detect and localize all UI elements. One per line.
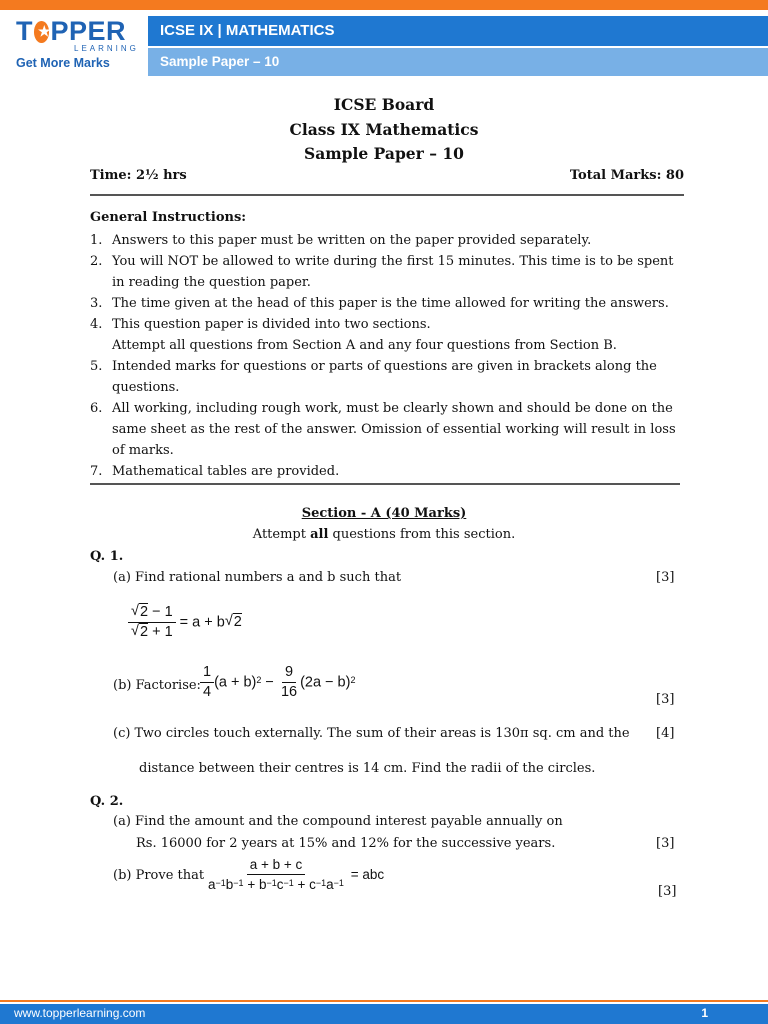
item-number: 3. — [90, 296, 103, 311]
q2b-num: a + b + c — [247, 856, 306, 875]
star-icon — [34, 21, 49, 43]
header-subject-bar: ICSE IX | MATHEMATICS — [148, 16, 768, 46]
logo-tagline: Get More Marks — [16, 56, 110, 70]
top-orange-stripe — [0, 0, 768, 10]
instructions-list — [90, 230, 690, 482]
page-number: 1 — [701, 1006, 708, 1020]
section-a-title: Section - A (40 Marks) — [301, 506, 467, 521]
num-rest: − 1 — [148, 604, 173, 620]
logo-subtext: LEARNING — [74, 44, 139, 53]
q2b-equation — [205, 856, 384, 895]
item-text-line2: Attempt all questions from Section A and any four questions from Section B. — [112, 338, 617, 353]
item-text: All working, including rough work, must be clearly shown and should be done on the same sheet as the rest of the answer. Omission of essential working will result in loss of marks. — [112, 401, 676, 458]
frac2-den: 16 — [280, 684, 298, 700]
q2b-text: (b) Prove that — [113, 868, 205, 883]
list-item — [90, 314, 690, 356]
section-a-note — [0, 527, 768, 542]
q1b-expression — [200, 664, 355, 701]
frac2-num: 9 — [282, 664, 296, 683]
rhs-root: 2 — [233, 614, 242, 631]
title-paper: Sample Paper – 10 — [304, 144, 464, 163]
note-pre: Attempt — [252, 527, 311, 542]
item-number: 6. — [90, 401, 103, 416]
footer-url-link[interactable]: www.topperlearning.com — [14, 1006, 146, 1020]
divider-bottom — [90, 483, 680, 485]
note-bold: all — [310, 527, 329, 542]
item-number: 4. — [90, 317, 103, 332]
q2b-den: $a^{-1}b^{-1} + b^{-1}c^{-1} + c^{-1}a^{-1}$ — [208, 877, 344, 892]
item-number: 7. — [90, 464, 103, 479]
item-number: 1. — [90, 233, 103, 248]
q1b-fraction-2 — [278, 664, 300, 701]
minus: − — [261, 674, 278, 691]
q1b-marks: [3] — [656, 692, 675, 707]
item-text-line1: This question paper is divided into two sections. — [112, 317, 431, 332]
list-item — [90, 461, 690, 482]
q2a-text-2: Rs. 16000 for 2 years at 15% and 12% for the successive years. — [136, 836, 556, 851]
item-text: You will NOT be allowed to write during the first 15 minutes. This time is to be spent in reading the question paper. — [112, 254, 674, 290]
q1c-text-2: distance between their centres is 14 cm. Find the radii of the circles. — [139, 761, 596, 776]
q1b-text: (b) Factorise: — [113, 678, 201, 693]
frac1-num: 1 — [200, 664, 214, 683]
num-root: 2 — [139, 604, 149, 620]
item-text — [112, 314, 690, 356]
q1b-fraction-1 — [200, 664, 214, 701]
q1a-marks: [3] — [656, 570, 675, 585]
list-item — [90, 293, 690, 314]
q1a-fraction: $\frac{√2 - 1}{√2 + 1}$ — [128, 604, 176, 641]
rhs-pre: = a + b — [179, 614, 225, 631]
q2a-marks: [3] — [656, 836, 675, 851]
logo-wordmark: T ★ PPER — [16, 18, 126, 45]
term-1: (a + b) — [214, 674, 257, 691]
list-item — [90, 356, 690, 398]
term-2: (2a − b) — [300, 674, 351, 691]
item-text: Intended marks for questions or parts of questions are given in brackets along the questions. — [112, 359, 657, 395]
exp-2: 2 — [350, 675, 356, 686]
item-text: Mathematical tables are provided. — [112, 464, 340, 479]
frac1-den: 4 — [203, 684, 212, 700]
list-item — [90, 251, 690, 293]
item-number: 2. — [90, 254, 103, 269]
note-post: questions from this section. — [328, 527, 516, 542]
q2b-marks: [3] — [658, 884, 677, 899]
title-board: ICSE Board — [333, 95, 435, 114]
topper-logo[interactable] — [16, 16, 139, 78]
den-rest: + 1 — [148, 624, 173, 640]
exp-1: 2 — [256, 675, 262, 686]
total-marks-label: Total Marks: 80 — [569, 168, 684, 183]
item-number: 5. — [90, 359, 103, 374]
divider-top — [90, 194, 684, 196]
item-text: Answers to this paper must be written on the paper provided separately. — [112, 233, 592, 248]
q2b-rhs: = abc — [346, 867, 385, 883]
header-paper-bar: Sample Paper – 10 — [148, 48, 768, 76]
q1a-text: (a) Find rational numbers a and b such that — [113, 570, 402, 585]
den-root: 2 — [139, 624, 149, 640]
q1c-text: (c) Two circles touch externally. The sum of their areas is 130π sq. cm and the — [113, 726, 630, 741]
item-text: The time given at the head of this paper is the time allowed for writing the answers. — [112, 296, 669, 311]
time-marks-row — [90, 168, 684, 183]
q2b-fraction — [205, 856, 347, 895]
footer-bar — [0, 1004, 768, 1024]
footer-orange-line — [0, 1000, 768, 1002]
list-item — [90, 230, 690, 251]
instructions-heading: General Instructions: — [90, 210, 247, 225]
q1a-equation: $\frac{√2 - 1}{√2 + 1}$ = a + b√2 — [128, 604, 242, 641]
q1c-marks: [4] — [656, 726, 675, 741]
list-item — [90, 398, 690, 461]
time-label: Time: 2½ hrs — [90, 168, 187, 183]
q2a-text: (a) Find the amount and the compound interest payable annually on — [113, 814, 563, 829]
question-1-label: Q. 1. — [90, 549, 124, 564]
question-2-label: Q. 2. — [90, 794, 124, 809]
title-class: Class IX Mathematics — [289, 120, 479, 139]
